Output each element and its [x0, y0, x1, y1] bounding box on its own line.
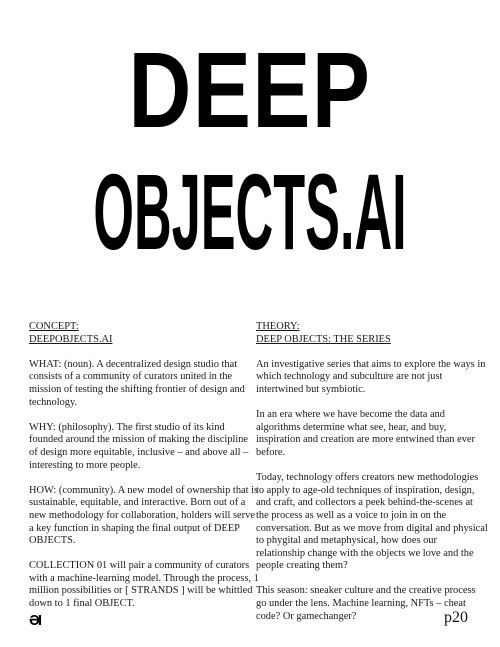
title-line-1: DEEP: [128, 30, 372, 151]
what-paragraph: WHAT: (noun). A decentralized design studio that consists of a community of curators united in the mission of testing the shifting frontier of design and technology.: [29, 358, 245, 408]
theory-heading-title: DEEP OBJECTS: THE SERIES: [256, 333, 391, 345]
page-number: p20: [444, 609, 468, 626]
concept-heading-label: CONCEPT:: [29, 321, 79, 332]
why-paragraph: WHY: (philosophy). The first studio of its kind founded around the mission of making the discipline of design more equitable, inclusive – and above all – interesting to more people.: [29, 421, 249, 471]
theory-heading-label: THEORY:: [256, 321, 300, 332]
theory-column: [256, 321, 488, 636]
concept-heading: [29, 321, 259, 346]
concept-heading-title: DEEPOBJECTS.AI: [29, 333, 113, 345]
season-paragraph: This season: sneaker culture and the creative process go under the lens. Machine learning, NFTs – cheat code? Or gamechanger?: [256, 585, 476, 622]
series-paragraph: An investigative series that aims to explore the ways in which technology and subculture are not just intertwined but symbiotic.: [256, 358, 486, 395]
theory-heading: [256, 321, 488, 346]
title-objects-ai: [0, 152, 500, 273]
title-line-2: OBJECTS.AI: [93, 152, 407, 273]
how-paragraph: HOW: (community). A new model of ownership that is sustainable, equitable, and interactive. Born out of a new methodology for collaboration, holders will serve a key function in shaping the final output of DEEP OBJECTS.: [29, 484, 259, 547]
concept-column: [29, 321, 259, 623]
collection-paragraph: COLLECTION 01 will pair a community of curators with a machine-learning model. Through the process, 1 million possibilities or [ STRANDS ] will be whittled down to 1 final OBJECT.: [29, 560, 259, 610]
era-paragraph: In an era where we have become the data and algorithms determine what see, hear, and buy, inspiration and creation are more entwined than ever before.: [256, 409, 475, 458]
deep-objects-logo-icon: ƏI: [29, 612, 41, 629]
title-deep: [0, 30, 500, 151]
technology-paragraph: Today, technology offers creators new methodologies to apply to age-old techniques of inspiration, design, and craft, and collectors a peek behind-the-scenes at the process as well as a voice to join in on the conversation. But as we move from digital and physical to phygital and metaphysical, how does our relationship change with the objects we love and the people creating them?: [256, 472, 488, 572]
